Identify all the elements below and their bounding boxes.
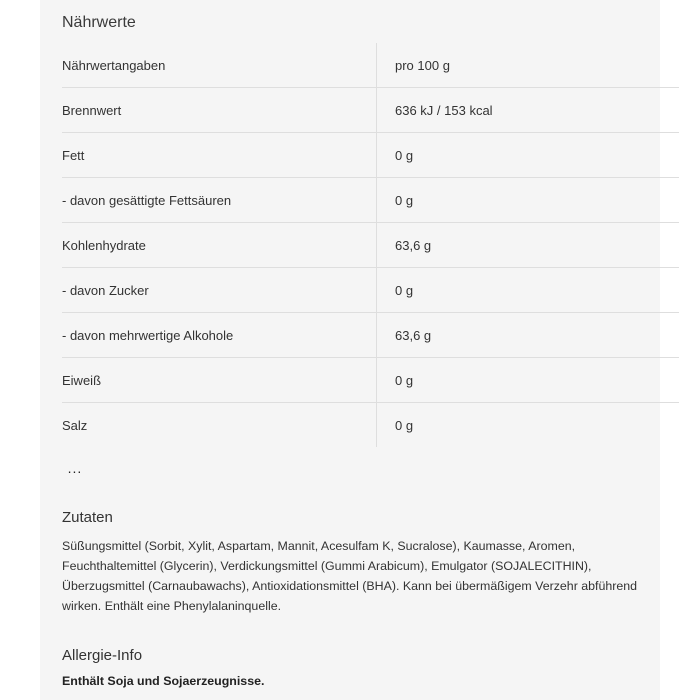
nutrient-value: 63,6 g: [377, 313, 680, 358]
nutrient-value: 0 g: [377, 178, 680, 223]
table-row: [62, 313, 679, 358]
nutrient-value: 63,6 g: [377, 223, 680, 268]
allergie-text: Enthält Soja und Sojaerzeugnisse.: [62, 674, 265, 688]
table-row: [62, 223, 679, 268]
nutrient-name: - davon gesättigte Fettsäuren: [62, 178, 377, 223]
table-row: [62, 358, 679, 403]
nutrient-name: Eiweiß: [62, 358, 377, 403]
table-row: [62, 133, 679, 178]
product-details-panel: [40, 0, 660, 700]
zutaten-text: Süßungsmittel (Sorbit, Xylit, Aspartam, Mannit, Acesulfam K, Sucralose), Kaumasse, Aromen, Feuchthaltemittel (Glycerin), Verdickungsmittel (Gummi Arabicum), Emulgator (SOJALECITHIN), Überzugsmittel (Carnaubawachs), Antioxidationsmittel (BHA). Kann bei übermäßigem Verzehr abführend wirken. Enthält eine Phenylalaninquelle.: [62, 539, 638, 613]
nutrition-table: [62, 43, 679, 447]
table-row: [62, 403, 679, 448]
zutaten-title: Zutaten: [62, 509, 113, 526]
nutrient-value: 0 g: [377, 268, 680, 313]
nutrient-name: Fett: [62, 133, 377, 178]
nutrient-name: Brennwert: [62, 88, 377, 133]
allergie-title: Allergie-Info: [62, 647, 143, 664]
naehrwerte-title: Nährwerte: [62, 14, 136, 31]
nutrient-name: - davon mehrwertige Alkohole: [62, 313, 377, 358]
nutrient-value: 0 g: [395, 417, 414, 433]
nutrient-value: 0 g: [377, 133, 680, 178]
table-row: [62, 43, 679, 88]
nutrition-header-label: Nährwertangaben: [62, 43, 377, 88]
table-row: [62, 178, 679, 223]
nutrition-header-value: pro 100 g: [377, 43, 680, 88]
nutrient-name: - davon Zucker: [62, 268, 377, 313]
table-row: [62, 88, 679, 133]
table-row: [62, 268, 679, 313]
more-options-button[interactable]: ...: [67, 460, 83, 476]
nutrient-name: Kohlenhydrate: [62, 223, 377, 268]
nutrient-name: Salz: [62, 403, 377, 448]
nutrient-value: 0 g: [377, 358, 680, 403]
nutrient-value: 636 kJ / 153 kcal: [377, 88, 680, 133]
